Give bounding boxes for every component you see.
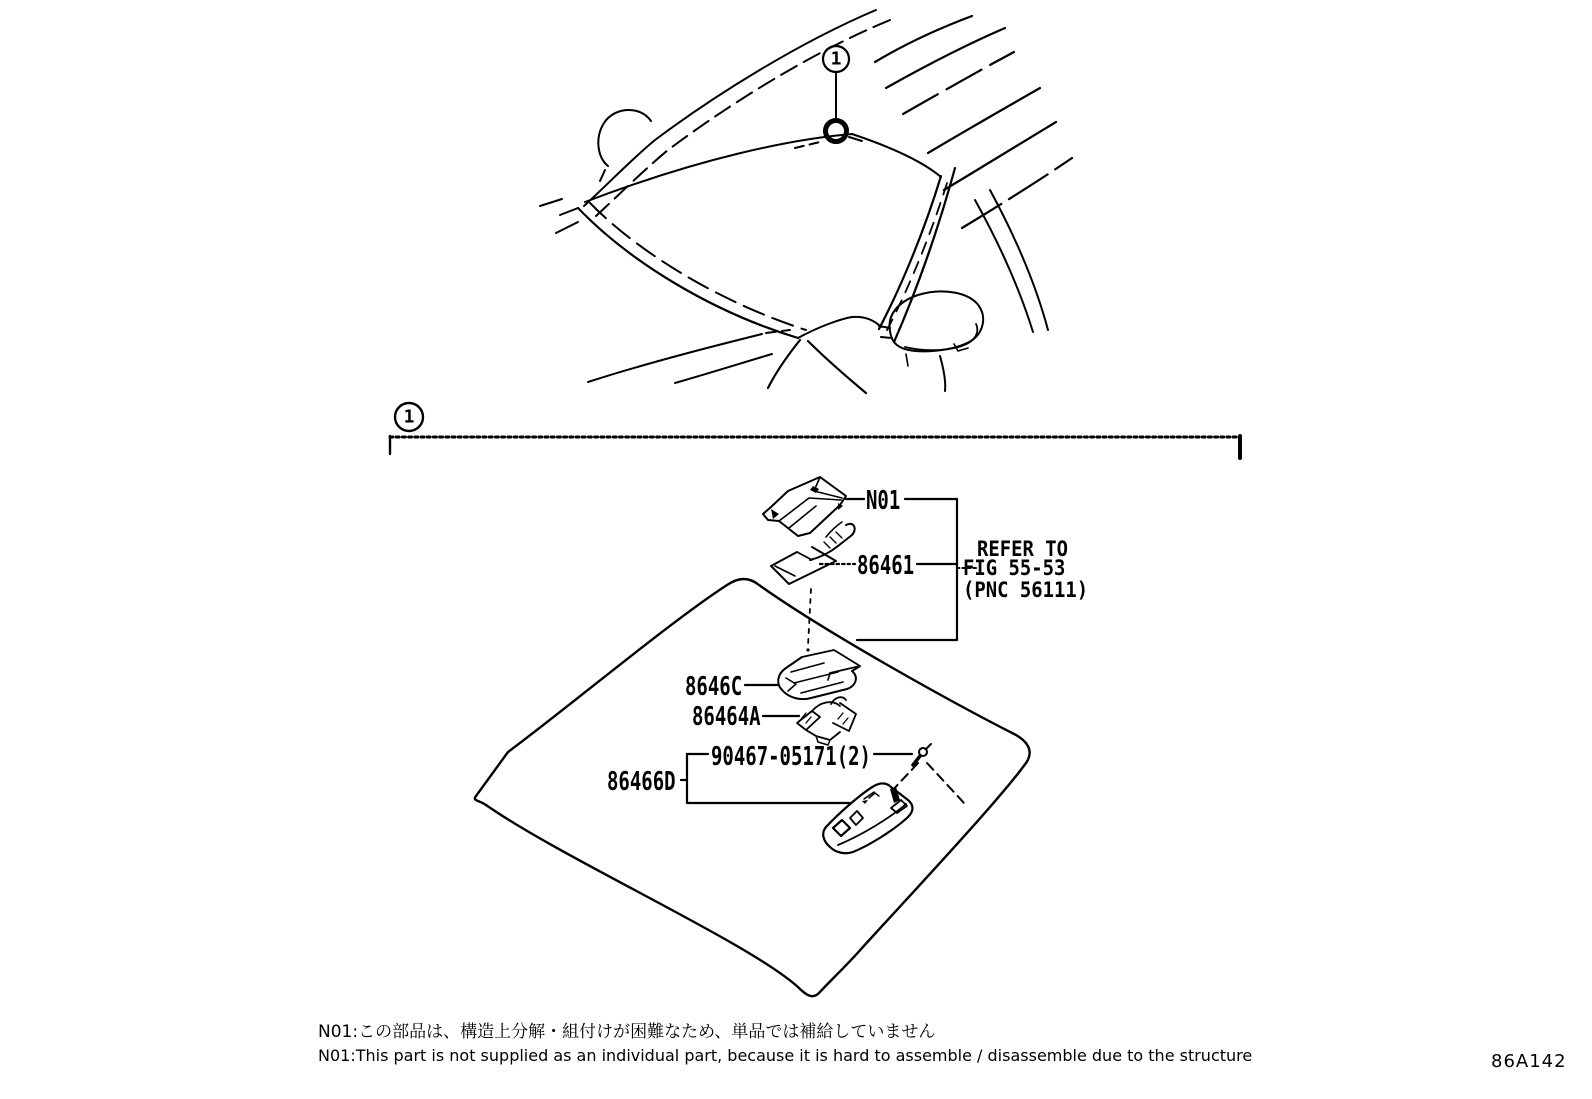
- refer-to-line3: (PNC 56111): [963, 578, 1089, 602]
- part-86464a-drawing: [797, 697, 856, 745]
- footnote-japanese: N01:この部品は、構造上分解・組付けが困難なため、単品では補給していません: [318, 1022, 936, 1042]
- windshield-outline: [475, 579, 1030, 996]
- label-part-86466d: 86466D: [607, 767, 676, 797]
- refer-to-line1: REFER TO: [977, 537, 1069, 561]
- label-part-90467: 90467-05171(2): [711, 742, 871, 772]
- car-illustration: [540, 10, 1072, 393]
- label-part-n01: N01: [866, 486, 901, 516]
- label-part-86461: 86461: [857, 551, 915, 581]
- part-8646c-drawing: [778, 650, 860, 699]
- part-n01-drawing: [763, 477, 846, 536]
- label-part-86464a: 86464A: [692, 702, 761, 732]
- callout-number-top: 1: [830, 48, 842, 70]
- camera-location-marker: [826, 121, 847, 142]
- callout-number-detail: 1: [403, 406, 415, 428]
- exploded-view: [390, 403, 1240, 996]
- refer-to-line2: FIG 55-53: [963, 556, 1066, 580]
- part-90467-drawing: [913, 744, 931, 765]
- part-86466d-drawing: [823, 783, 912, 853]
- footnote-english: N01:This part is not supplied as an individual part, because it is hard to assemble / disassemble due to the structure: [318, 1046, 1253, 1065]
- figure-code: 86A142: [1491, 1051, 1567, 1072]
- label-part-8646c: 8646C: [685, 672, 743, 702]
